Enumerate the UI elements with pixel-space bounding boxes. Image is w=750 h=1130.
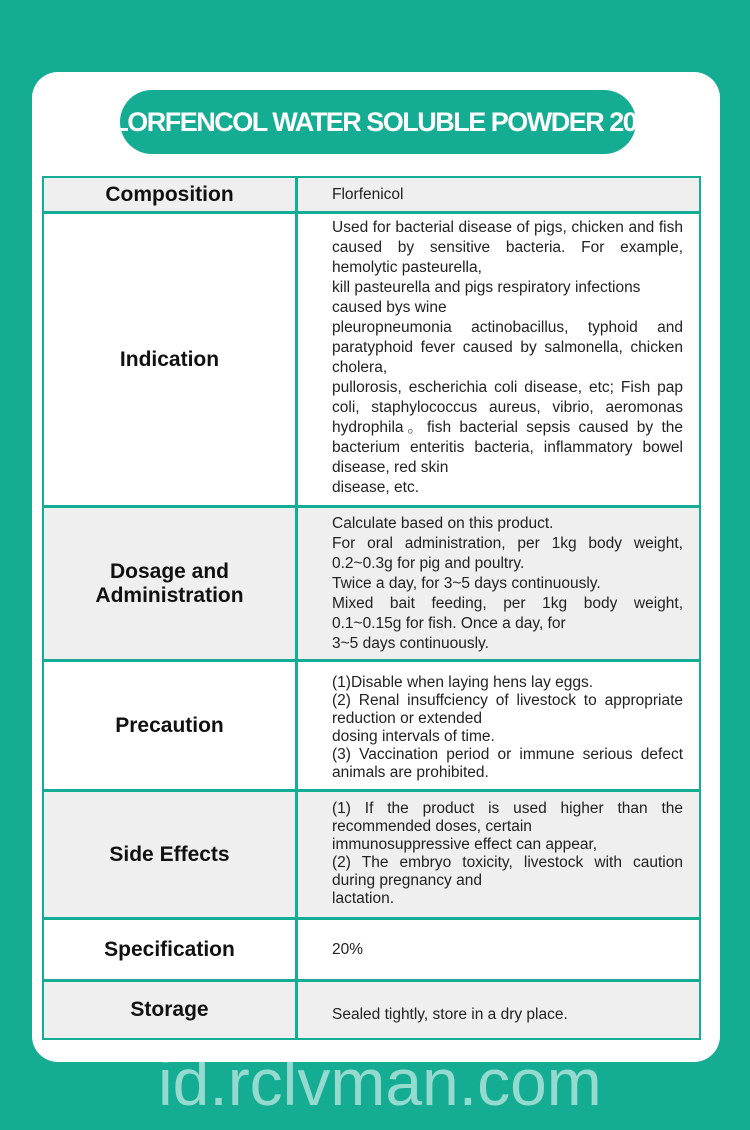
row-value (298, 508, 699, 659)
value-line: 3~5 days continuously. (332, 635, 489, 652)
value-line: kill pasteurella and pigs respiratory infections caused bys wine (332, 279, 641, 316)
table-row-side-effects (44, 792, 699, 920)
row-label: Dosage and Administration (44, 508, 298, 659)
value-line: Twice a day, for 3~5 days continuously. (332, 575, 601, 592)
value-line: dosing intervals of time. (332, 728, 495, 745)
row-value (298, 214, 699, 505)
value-line: (2) Renal insuffciency of livestock to appropriate reduction or extended (332, 692, 683, 727)
value-line: pleuropneumonia actinobacillus, typhoid and paratyphoid fever caused by salmonella, chicken cholera, (332, 319, 683, 376)
value-line: Calculate based on this product. (332, 515, 554, 532)
row-value (298, 982, 699, 1038)
row-value (298, 662, 699, 789)
value-line: 20% (332, 940, 364, 958)
row-label: Precaution (44, 662, 298, 789)
table-row-storage (44, 982, 699, 1038)
value-line: Used for bacterial disease of pigs, chicken and fish caused by sensitive bacteria. For example, hemolytic pasteurella, (332, 219, 683, 276)
watermark: id.rclvman.com (158, 1045, 602, 1119)
value-line: pullorosis, escherichia coli disease, etc; Fish pap coli, staphylococcus aureus, vibrio, aeromonas hydrophila。fish bacterial sepsis caused by the bacterium enteritis bacteria, inflammatory bowel disease, red skin (332, 379, 683, 476)
row-value (298, 792, 699, 917)
value-line: lactation. (332, 890, 395, 907)
value-line: For oral administration, per 1kg body weight, 0.2~0.3g for pig and poultry. (332, 535, 683, 572)
table-row-specification (44, 920, 699, 982)
value-line: (1)Disable when laying hens lay eggs. (332, 674, 594, 691)
value-line: Florfenicol (332, 185, 404, 203)
row-value (298, 920, 699, 979)
value-line: Sealed tightly, store in a dry place. (332, 1006, 568, 1023)
table-row-composition (44, 178, 699, 214)
value-line: disease, etc. (332, 479, 420, 496)
row-label: Indication (44, 214, 298, 505)
product-title: FLORFENCOL WATER SOLUBLE POWDER 20% (120, 90, 636, 154)
row-value (298, 178, 699, 211)
row-label: Storage (44, 982, 298, 1038)
value-line: immunosuppressive effect can appear, (332, 836, 598, 853)
value-line: Mixed bait feeding, per 1kg body weight, 0.1~0.15g for fish. Once a day, for (332, 595, 683, 632)
table-row-indication (44, 214, 699, 508)
row-label: Side Effects (44, 792, 298, 917)
value-line: (1) If the product is used higher than the recommended doses, certain (332, 800, 683, 835)
row-label: Specification (44, 920, 298, 979)
table-row-dosage (44, 508, 699, 662)
value-line: (2) The embryo toxicity, livestock with caution during pregnancy and (332, 854, 683, 889)
row-label: Composition (44, 178, 298, 211)
spec-table (42, 176, 701, 1040)
table-row-precaution (44, 662, 699, 792)
value-line: (3) Vaccination period or immune serious defect animals are prohibited. (332, 746, 683, 781)
